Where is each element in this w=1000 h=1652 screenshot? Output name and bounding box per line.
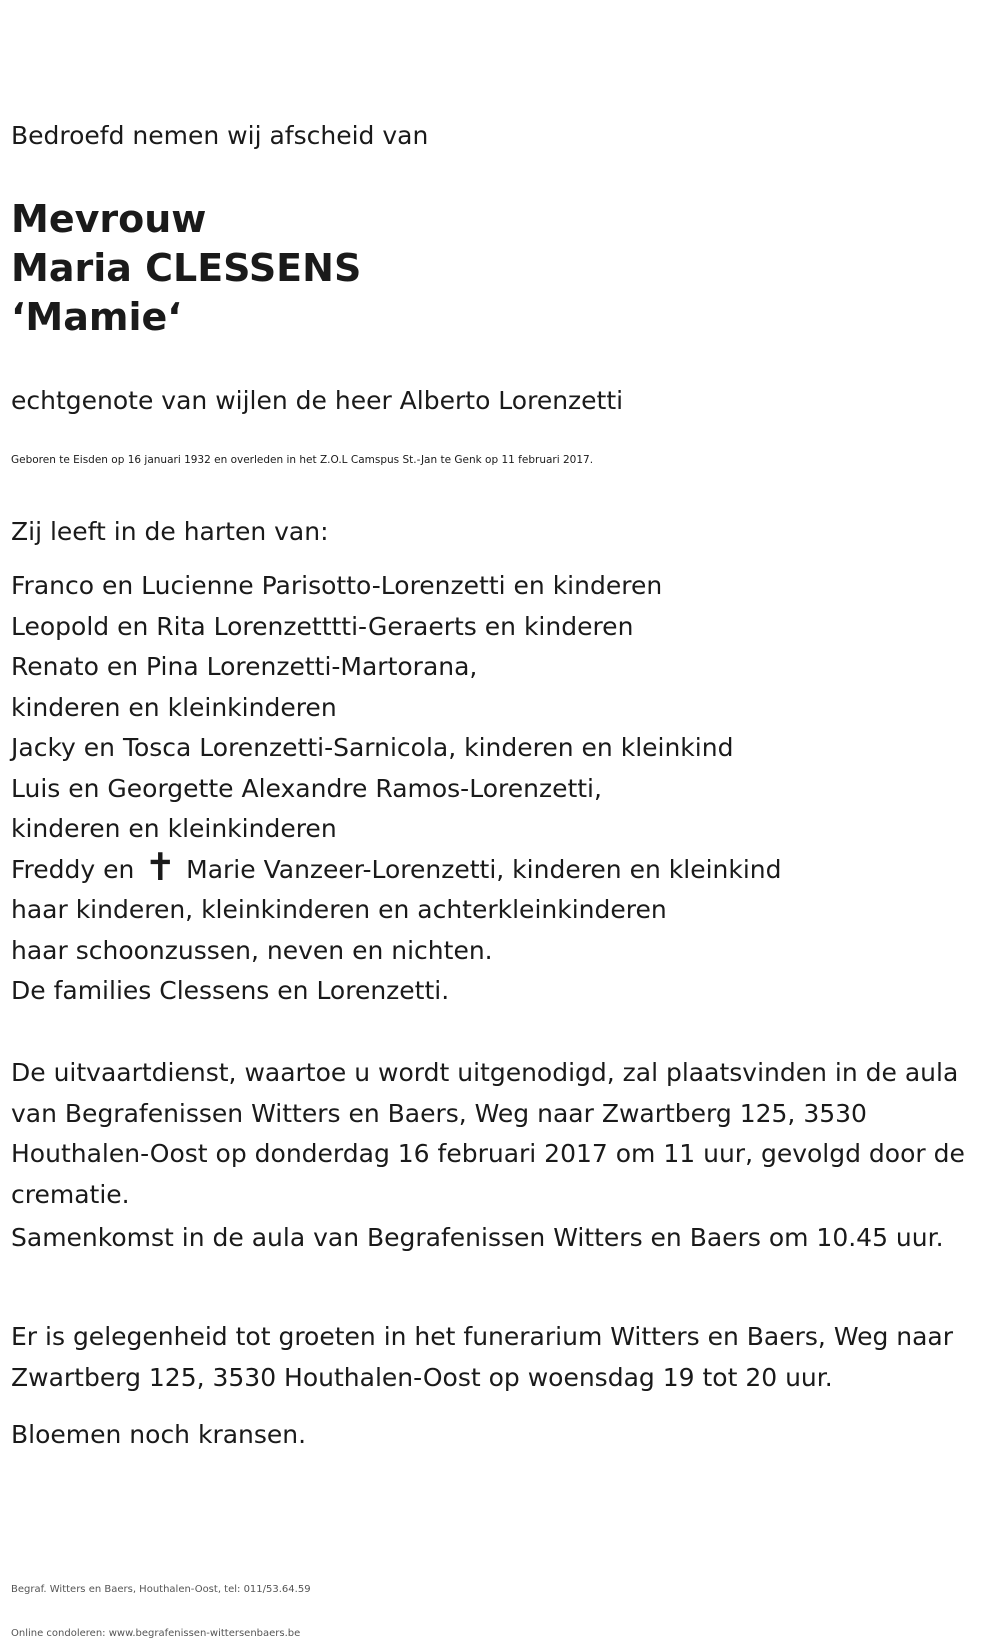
visitation-paragraph: Er is gelegenheid tot groeten in het funerarium Witters en Baers, Weg naar Zwartberg 125, 3530 Houthalen-Oost op woensdag 19 tot 20 uur.	[11, 1322, 954, 1392]
birth-death-text: Geboren te Eisden op 16 januari 1932 en overleden in het Z.O.L Camspus St.-Jan te Genk op 11 februari 2017.	[11, 454, 594, 466]
family-line: haar kinderen, kleinkinderen en achterkleinkinderen	[11, 895, 667, 924]
funeral-service-paragraph: De uitvaartdienst, waartoe u wordt uitgenodigd, zal plaatsvinden in de aula van Begrafenissen Witters en Baers, Weg naar Zwartberg 125, 3530 Houthalen-Oost op donderdag 16 februari 2017 om 11 uur, gevolgd door de crematie.	[11, 1058, 965, 1209]
condolences-footer: Online condoleren: www.begrafenissen-wittersenbaers.be	[11, 1628, 301, 1639]
family-line-part: Marie Vanzeer-Lorenzetti, kinderen en kleinkind	[186, 854, 782, 884]
family-line-deceased	[11, 844, 782, 891]
flowers-note: Bloemen noch kransen.	[11, 1420, 307, 1449]
family-line: Leopold en Rita Lorenzetttti-Geraerts en kinderen	[11, 611, 634, 641]
gathering-paragraph: Samenkomst in de aula van Begrafenissen Witters en Baers om 10.45 uur.	[11, 1223, 944, 1252]
spouse-text: echtgenote van wijlen de heer Alberto Lorenzetti	[11, 386, 624, 415]
family-line: Renato en Pina Lorenzetti-Martorana,	[11, 652, 478, 681]
family-line: De families Clessens en Lorenzetti.	[11, 976, 450, 1005]
deceased-title: Mevrouw	[11, 197, 207, 241]
survived-by-heading: Zij leeft in de harten van:	[11, 517, 329, 546]
deceased-name-block	[11, 195, 361, 342]
family-line: Jacky en Tosca Lorenzetti-Sarnicola, kinderen en kleinkind	[11, 733, 734, 762]
family-list	[11, 566, 782, 1012]
undertaker-footer: Begraf. Witters en Baers, Houthalen-Oost, tel: 011/53.64.59	[11, 1584, 311, 1595]
cross-icon: ✝	[144, 844, 177, 889]
family-line: Franco en Lucienne Parisotto-Lorenzetti en kinderen	[11, 571, 663, 600]
deceased-nickname: ‘Mamie‘	[11, 295, 182, 339]
deceased-name: Maria CLESSENS	[11, 246, 362, 290]
family-line-part: Freddy en	[11, 854, 135, 884]
family-line: Luis en Georgette Alexandre Ramos-Lorenzetti,	[11, 773, 602, 803]
intro-text: Bedroefd nemen wij afscheid van	[11, 121, 429, 150]
family-line: kinderen en kleinkinderen	[11, 692, 337, 722]
family-line: kinderen en kleinkinderen	[11, 814, 337, 843]
family-line: haar schoonzussen, neven en nichten.	[11, 935, 493, 965]
